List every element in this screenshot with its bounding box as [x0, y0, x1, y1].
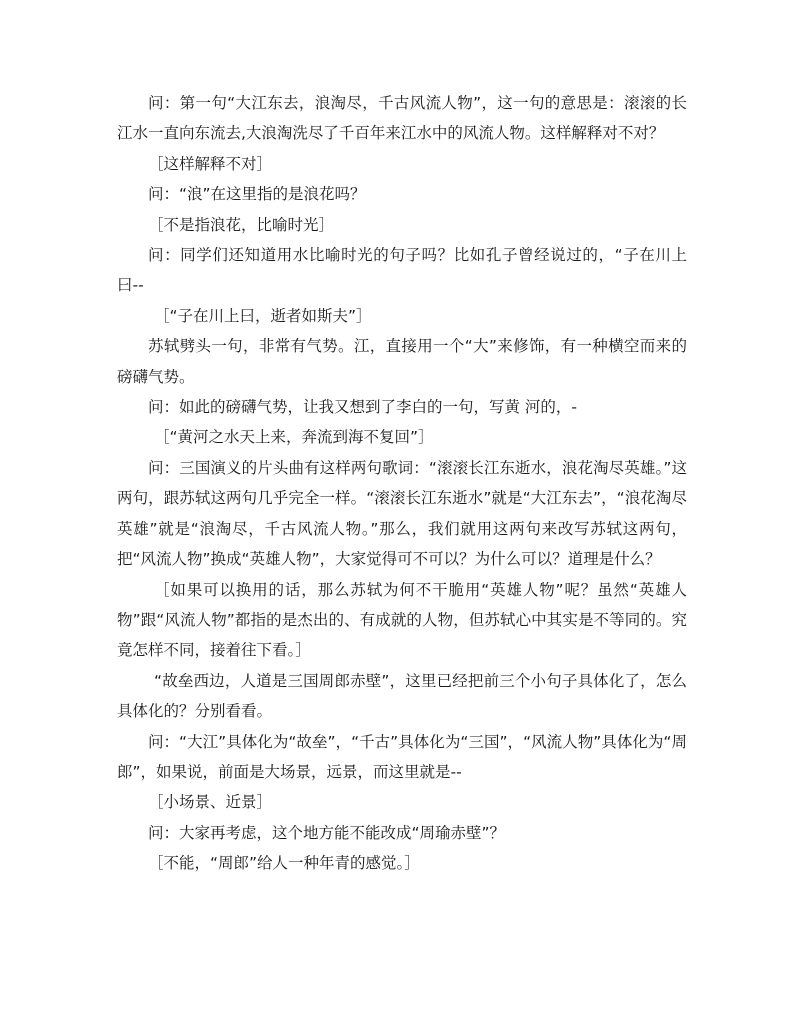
question-paragraph: 问：第一句“大江东去，浪淘尽，千古风流人物”，这一句的意思是：滚滚的长江水一直向东流去,大浪淘洗尽了千百年来江水中的风流人物。这样解释对不对？: [117, 94, 687, 143]
body-paragraph: “故垒西边，人道是三国周郎赤壁”，这里已经把前三个小句子具体化了，怎么具体化的？分别看看。: [117, 671, 687, 721]
question-paragraph: 问：同学们还知道用水比喻时光的句子吗？比如孔子曾经说过的，“子在川上曰--: [117, 246, 687, 295]
answer-paragraph: ［不是指浪花，比喻时光］: [148, 215, 335, 234]
question-paragraph: 问：“大江”具体化为“故垒”，“千古”具体化为“三国”，“风流人物”具体化为“周郎”，如果说，前面是大场景，远景，而这里就是--: [117, 732, 687, 781]
answer-paragraph: ［“黄河之水天上来，奔流到海不复回”］: [154, 428, 434, 447]
question-paragraph: 问：“浪”在这里指的是浪花吗？: [148, 185, 366, 204]
body-paragraph: 苏轼劈头一句，非常有气势。江，直接用一个“大”来修饰，有一种横空而来的磅礴气势。: [117, 337, 687, 386]
answer-paragraph: ［不能，“周郎”给人一种年青的感觉。］: [148, 854, 420, 873]
answer-paragraph: ［小场景、近景］: [148, 793, 273, 812]
answer-paragraph: ［如果可以换用的话，那么苏轼为何不干脆用“英雄人物”呢？虽然“英雄人物”跟“风流人物”都指的是杰出的、有成就的人物，但苏轼心中其实是不等同的。究竟怎样不同，接着往下看。］: [117, 580, 687, 660]
answer-paragraph: ［这样解释不对］: [148, 154, 273, 173]
question-paragraph: 问：如此的磅礴气势，让我又想到了李白的一句，写黄 河的，-: [148, 398, 578, 417]
answer-paragraph: ［“子在川上曰，逝者如斯夫”］: [154, 306, 372, 325]
question-paragraph: 问：三国演义的片头曲有这样两句歌词：“滚滚长江东逝水，浪花淘尽英雄。”这两句，跟苏轼这两句几乎完全一样。“滚滚长江东逝水”就是“大江东去”，“浪花淘尽英雄”就是“浪淘尽，千古风流人物。”那么，我们就用这两句来改写苏轼这两句，把“风流人物”换成“英雄人物”，大家觉得可不可以？为什么可以？道理是什么？: [117, 458, 687, 569]
question-paragraph: 问：大家再考虑，这个地方能不能改成“周瑜赤壁”？: [148, 823, 506, 842]
document-page: [117, 88, 687, 879]
